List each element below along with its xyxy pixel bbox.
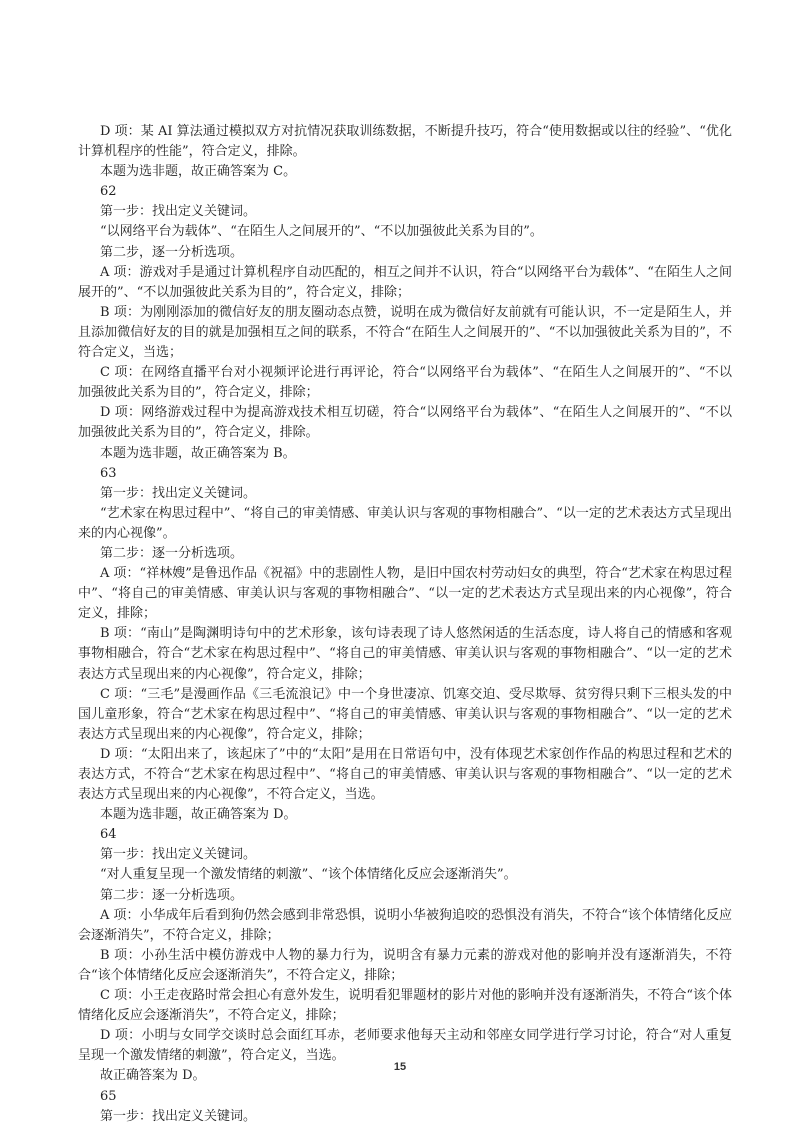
paragraph: 本题为选非题，故正确答案为 B。 [100, 445, 296, 461]
paragraph: C 项：在网络直播平台对小视频评论进行再评论，符合“以网络平台为载体”、“在陌生人之间展开的”、“不以加强彼此关系为目的”，符合定义，排除； [78, 365, 732, 401]
paragraph: B 项：为刚刚添加的微信好友的朋友圈动态点赞，说明在成为微信好友前就有可能认识，不一定是陌生人，并且添加微信好友的目的就是加强相互之间的联系，不符合“在陌生人之间展开的”、“不以加强彼此关系为目的”，不符合定义，当选； [78, 304, 732, 361]
paragraph: 第一步：找出定义关键词。 [100, 485, 257, 501]
paragraph: C 项：“三毛”是漫画作品《三毛流浪记》中一个身世凄凉、饥寒交迫、受尽欺辱、贫穷得只剩下三根头发的中国儿童形象，符合“艺术家在构思过程中”、“将自己的审美情感、审美认识与客观的事物相融合”、“以一定的艺术表达方式呈现出来的内心视像”，符合定义，排除； [78, 686, 732, 742]
paragraph: 第二步：逐一分析选项。 [100, 887, 244, 903]
paragraph: D 项：某 AI 算法通过模拟双方对抗情况获取训练数据，不断提升技巧，符合“使用数据或以往的经验”、“优化计算机程序的性能”，符合定义，排除。 [78, 124, 732, 160]
paragraph: 64 [100, 827, 117, 843]
paragraph: “以网络平台为载体”、“在陌生人之间展开的”、“不以加强彼此关系为目的”。 [100, 224, 543, 240]
paragraph: A 项：“祥林嫂”是鲁迅作品《祝福》中的悲剧性人物，是旧中国农村劳动妇女的典型，符合“艺术家在构思过程中”、“将自己的审美情感、审美认识与客观的事物相融合”、“以一定的艺术表达方式呈现出来的内心视像”，符合定义，排除； [78, 566, 732, 622]
paragraph: 本题为选非题，故正确答案为 D。 [100, 807, 297, 823]
paragraph: 第一步：找出定义关键词。 [100, 847, 257, 863]
paragraph: 第二步，逐一分析选项。 [100, 244, 244, 260]
paragraph: 第二步：逐一分析选项。 [100, 545, 244, 561]
paragraph: “对人重复呈现一个激发情绪的刺激”、“该个体情绪化反应会逐渐消失”。 [100, 867, 517, 883]
document-body [78, 122, 732, 1127]
paragraph: 62 [100, 184, 117, 200]
paragraph: 65 [100, 1088, 117, 1104]
paragraph: D 项：网络游戏过程中为提高游戏技术相互切磋，符合“以网络平台为载体”、“在陌生人之间展开的”、“不以加强彼此关系为目的”，符合定义，排除。 [78, 405, 732, 441]
paragraph: B 项：小孙生活中模仿游戏中人物的暴力行为，说明含有暴力元素的游戏对他的影响并没有逐渐消失，不符合“该个体情绪化反应会逐渐消失”，不符合定义，排除； [78, 947, 732, 983]
page-number: 15 [393, 1061, 407, 1073]
paragraph: A 项：小华成年后看到狗仍然会感到非常恐惧，说明小华被狗追咬的恐惧没有消失，不符合“该个体情绪化反应会逐渐消失”，不符合定义，排除； [78, 907, 732, 943]
paragraph: “艺术家在构思过程中”、“将自己的审美情感、审美认识与客观的事物相融合”、“以一定的艺术表达方式呈现出来的内心视像”。 [78, 505, 732, 541]
paragraph: C 项：小王走夜路时常会担心有意外发生，说明看犯罪题材的影片对他的影响并没有逐渐消失，不符合“该个体情绪化反应会逐渐消失”，不符合定义，排除； [78, 988, 732, 1024]
paragraph: D 项：小明与女同学交谈时总会面红耳赤，老师要求他每天主动和邻座女同学进行学习讨论，符合“对人重复呈现一个激发情绪的刺激”，符合定义，当选。 [78, 1028, 732, 1064]
paragraph: D 项：“太阳出来了，该起床了”中的“太阳”是用在日常语句中，没有体现艺术家创作作品的构思过程和艺术的表达方式，不符合“艺术家在构思过程中”、“将自己的审美情感、审美认识与客观的事物相融合”、“以一定的艺术表达方式呈现出来的内心视像”，不符合定义，当选。 [78, 746, 732, 803]
paragraph: 第一步：找出定义关键词。 [100, 1108, 257, 1124]
paragraph: A 项：游戏对手是通过计算机程序自动匹配的，相互之间并不认识，符合“以网络平台为载体”、“在陌生人之间展开的”、“不以加强彼此关系为目的”，符合定义，排除； [78, 264, 732, 300]
paragraph: 第一步：找出定义关键词。 [100, 204, 257, 220]
paragraph: 故正确答案为 D。 [100, 1068, 206, 1084]
paragraph: 本题为选非题，故正确答案为 C。 [100, 164, 297, 180]
paragraph: 63 [100, 465, 117, 481]
paragraph: B 项：“南山”是陶渊明诗句中的艺术形象，该句诗表现了诗人悠然闲适的生活态度，诗人将自己的情感和客观事物相融合，符合“艺术家在构思过程中”、“将自己的审美情感、审美认识与客观的事物相融合”、“以一定的艺术表达方式呈现出来的内心视像”，符合定义，排除； [78, 626, 732, 682]
